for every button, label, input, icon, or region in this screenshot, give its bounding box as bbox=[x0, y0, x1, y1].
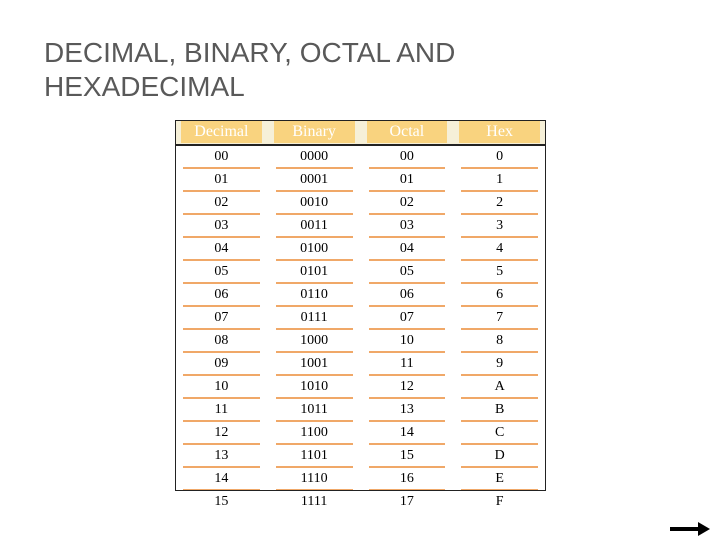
table-row bbox=[175, 192, 546, 215]
cell-decimal bbox=[175, 192, 268, 215]
cell-binary-value: 0000 bbox=[276, 146, 353, 169]
cell-octal bbox=[361, 169, 454, 192]
cell-decimal-value: 01 bbox=[183, 169, 260, 192]
cell-binary-value: 0001 bbox=[276, 169, 353, 192]
cell-binary-value: 1010 bbox=[276, 376, 353, 399]
cell-hex-value: 4 bbox=[461, 238, 538, 261]
cell-binary-value: 0101 bbox=[276, 261, 353, 284]
cell-hex bbox=[453, 215, 546, 238]
cell-hex bbox=[453, 399, 546, 422]
cell-binary bbox=[268, 307, 361, 330]
cell-decimal-value: 13 bbox=[183, 445, 260, 468]
cell-decimal-value: 05 bbox=[183, 261, 260, 284]
table-row bbox=[175, 307, 546, 330]
cell-binary bbox=[268, 330, 361, 353]
table-row bbox=[175, 468, 546, 491]
cell-hex bbox=[453, 491, 546, 513]
cell-hex-value: D bbox=[461, 445, 538, 468]
cell-octal-value: 14 bbox=[369, 422, 446, 445]
cell-binary-value: 1000 bbox=[276, 330, 353, 353]
cell-octal-value: 11 bbox=[369, 353, 446, 376]
cell-hex-value: B bbox=[461, 399, 538, 422]
cell-decimal bbox=[175, 353, 268, 376]
header-octal bbox=[361, 120, 454, 145]
cell-decimal bbox=[175, 169, 268, 192]
cell-binary bbox=[268, 445, 361, 468]
cell-decimal-value: 03 bbox=[183, 215, 260, 238]
arrow-right-icon[interactable] bbox=[668, 520, 712, 538]
cell-hex-value: 1 bbox=[461, 169, 538, 192]
cell-octal bbox=[361, 284, 454, 307]
cell-octal bbox=[361, 261, 454, 284]
cell-binary-value: 1011 bbox=[276, 399, 353, 422]
cell-hex bbox=[453, 169, 546, 192]
cell-hex bbox=[453, 468, 546, 491]
cell-decimal-value: 06 bbox=[183, 284, 260, 307]
cell-binary-value: 0111 bbox=[276, 307, 353, 330]
cell-hex-value: 2 bbox=[461, 192, 538, 215]
cell-octal bbox=[361, 238, 454, 261]
cell-decimal bbox=[175, 261, 268, 284]
cell-octal bbox=[361, 422, 454, 445]
cell-binary-value: 1001 bbox=[276, 353, 353, 376]
header-decimal bbox=[175, 120, 268, 145]
cell-binary bbox=[268, 215, 361, 238]
cell-decimal bbox=[175, 468, 268, 491]
cell-octal bbox=[361, 145, 454, 169]
header-hex-label: Hex bbox=[459, 121, 540, 143]
cell-hex-value: 9 bbox=[461, 353, 538, 376]
cell-binary bbox=[268, 353, 361, 376]
cell-binary-value: 0100 bbox=[276, 238, 353, 261]
cell-octal-value: 07 bbox=[369, 307, 446, 330]
cell-hex-value: 7 bbox=[461, 307, 538, 330]
cell-octal-value: 04 bbox=[369, 238, 446, 261]
table-row bbox=[175, 353, 546, 376]
cell-binary bbox=[268, 238, 361, 261]
slide-title: DECIMAL, BINARY, OCTAL AND HEXADECIMAL bbox=[44, 37, 456, 102]
table-row bbox=[175, 169, 546, 192]
cell-octal bbox=[361, 215, 454, 238]
cell-hex bbox=[453, 445, 546, 468]
cell-octal bbox=[361, 399, 454, 422]
table-row bbox=[175, 491, 546, 513]
cell-binary bbox=[268, 399, 361, 422]
cell-octal bbox=[361, 330, 454, 353]
cell-binary-value: 0011 bbox=[276, 215, 353, 238]
cell-octal bbox=[361, 353, 454, 376]
cell-decimal bbox=[175, 422, 268, 445]
cell-binary bbox=[268, 192, 361, 215]
cell-binary bbox=[268, 145, 361, 169]
conversion-table bbox=[175, 120, 546, 513]
cell-binary bbox=[268, 169, 361, 192]
cell-hex-value: C bbox=[461, 422, 538, 445]
cell-hex bbox=[453, 261, 546, 284]
cell-binary bbox=[268, 376, 361, 399]
table-body bbox=[175, 145, 546, 513]
table-row bbox=[175, 261, 546, 284]
table-row bbox=[175, 422, 546, 445]
cell-binary-value: 0110 bbox=[276, 284, 353, 307]
conversion-table-container bbox=[175, 120, 546, 513]
cell-decimal-value: 14 bbox=[183, 468, 260, 491]
cell-hex-value: 5 bbox=[461, 261, 538, 284]
cell-hex-value: 3 bbox=[461, 215, 538, 238]
cell-hex bbox=[453, 145, 546, 169]
cell-octal-value: 02 bbox=[369, 192, 446, 215]
cell-octal bbox=[361, 376, 454, 399]
cell-decimal bbox=[175, 215, 268, 238]
cell-hex bbox=[453, 284, 546, 307]
cell-binary-value: 1100 bbox=[276, 422, 353, 445]
cell-hex-value: 6 bbox=[461, 284, 538, 307]
table-row bbox=[175, 399, 546, 422]
cell-decimal bbox=[175, 399, 268, 422]
cell-octal-value: 00 bbox=[369, 146, 446, 169]
cell-binary-value: 1101 bbox=[276, 445, 353, 468]
header-hex bbox=[453, 120, 546, 145]
cell-decimal-value: 12 bbox=[183, 422, 260, 445]
table-row bbox=[175, 145, 546, 169]
cell-octal-value: 15 bbox=[369, 445, 446, 468]
table-header-row bbox=[175, 120, 546, 145]
cell-binary bbox=[268, 422, 361, 445]
cell-decimal-value: 00 bbox=[183, 146, 260, 169]
cell-binary bbox=[268, 468, 361, 491]
cell-hex bbox=[453, 307, 546, 330]
cell-decimal bbox=[175, 376, 268, 399]
cell-octal-value: 17 bbox=[399, 494, 414, 510]
cell-octal bbox=[361, 491, 454, 513]
cell-decimal-value: 11 bbox=[183, 399, 260, 422]
table-row bbox=[175, 330, 546, 353]
table-row bbox=[175, 284, 546, 307]
table-row bbox=[175, 238, 546, 261]
header-binary-label: Binary bbox=[274, 121, 355, 143]
cell-binary-value: 1110 bbox=[276, 468, 353, 491]
cell-hex bbox=[453, 376, 546, 399]
header-decimal-label: Decimal bbox=[181, 121, 262, 143]
cell-octal-value: 12 bbox=[369, 376, 446, 399]
cell-octal-value: 16 bbox=[369, 468, 446, 491]
cell-octal-value: 10 bbox=[369, 330, 446, 353]
cell-hex-value: A bbox=[461, 376, 538, 399]
cell-decimal-value: 04 bbox=[183, 238, 260, 261]
cell-decimal-value: 15 bbox=[214, 494, 229, 510]
cell-octal-value: 05 bbox=[369, 261, 446, 284]
cell-binary bbox=[268, 284, 361, 307]
table-row bbox=[175, 445, 546, 468]
cell-hex bbox=[453, 422, 546, 445]
cell-octal-value: 13 bbox=[369, 399, 446, 422]
cell-binary bbox=[268, 491, 361, 513]
cell-hex-value: E bbox=[461, 468, 538, 491]
cell-octal-value: 01 bbox=[369, 169, 446, 192]
cell-hex-value: 8 bbox=[461, 330, 538, 353]
cell-hex bbox=[453, 238, 546, 261]
cell-binary-value: 0010 bbox=[276, 192, 353, 215]
cell-decimal bbox=[175, 145, 268, 169]
cell-octal bbox=[361, 307, 454, 330]
cell-decimal bbox=[175, 238, 268, 261]
cell-decimal-value: 08 bbox=[183, 330, 260, 353]
cell-decimal bbox=[175, 491, 268, 513]
cell-decimal-value: 07 bbox=[183, 307, 260, 330]
cell-decimal bbox=[175, 307, 268, 330]
cell-decimal bbox=[175, 330, 268, 353]
cell-hex-value: F bbox=[495, 494, 504, 510]
header-binary bbox=[268, 120, 361, 145]
cell-octal-value: 03 bbox=[369, 215, 446, 238]
cell-binary-value: 1111 bbox=[300, 494, 328, 510]
cell-decimal bbox=[175, 445, 268, 468]
cell-octal-value: 06 bbox=[369, 284, 446, 307]
cell-octal bbox=[361, 468, 454, 491]
cell-binary bbox=[268, 261, 361, 284]
table-row bbox=[175, 215, 546, 238]
cell-octal bbox=[361, 445, 454, 468]
header-octal-label: Octal bbox=[367, 121, 448, 143]
cell-decimal-value: 10 bbox=[183, 376, 260, 399]
cell-octal bbox=[361, 192, 454, 215]
cell-hex bbox=[453, 353, 546, 376]
cell-decimal-value: 09 bbox=[183, 353, 260, 376]
cell-hex bbox=[453, 330, 546, 353]
cell-decimal bbox=[175, 284, 268, 307]
table-row bbox=[175, 376, 546, 399]
cell-hex-value: 0 bbox=[461, 146, 538, 169]
cell-hex bbox=[453, 192, 546, 215]
cell-decimal-value: 02 bbox=[183, 192, 260, 215]
